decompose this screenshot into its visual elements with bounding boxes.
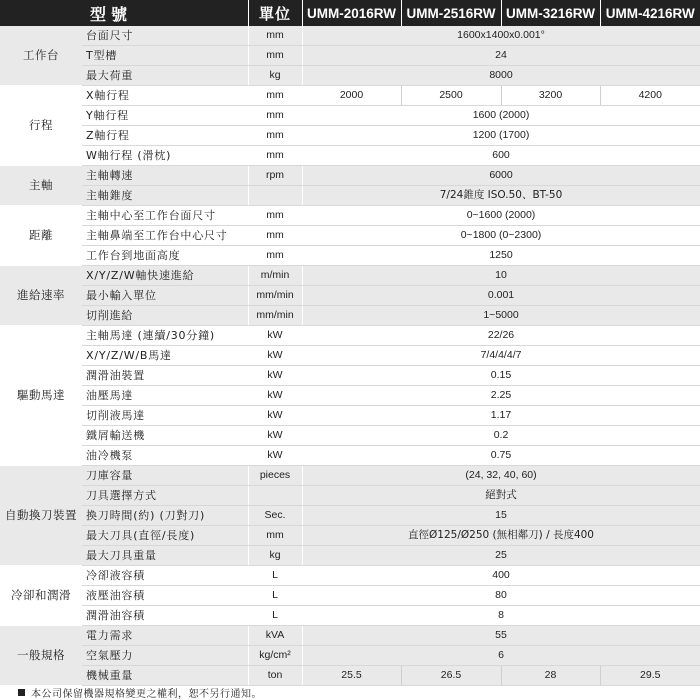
- item-label: X/Y/Z/W軸快速進給: [82, 266, 248, 286]
- unit-cell: mm: [248, 26, 302, 46]
- unit-cell: kg: [248, 546, 302, 566]
- header-row: [0, 0, 700, 26]
- unit-cell: L: [248, 586, 302, 606]
- spec-row: [0, 66, 700, 86]
- item-label: W軸行程 (滑枕): [82, 146, 248, 166]
- item-label: Z軸行程: [82, 126, 248, 146]
- item-label: 鐵屑輸送機: [82, 426, 248, 446]
- value-cell: (24, 32, 40, 60): [302, 466, 700, 486]
- value-cell: 8000: [302, 66, 700, 86]
- unit-cell: kW: [248, 326, 302, 346]
- item-label: 電力需求: [82, 626, 248, 646]
- value-cell: 15: [302, 506, 700, 526]
- spec-body: [0, 26, 700, 686]
- value-cell: 0.001: [302, 286, 700, 306]
- unit-cell: mm: [248, 246, 302, 266]
- unit-cell: mm: [248, 86, 302, 106]
- model-column-header: UMM-2016RW: [302, 0, 401, 26]
- model-value-cell: 3200: [501, 86, 600, 106]
- unit-header: 單位: [248, 0, 302, 26]
- value-cell: 0.2: [302, 426, 700, 446]
- category-label: 工作台: [0, 26, 82, 86]
- category-label: 行程: [0, 86, 82, 166]
- spec-row: [0, 406, 700, 426]
- unit-cell: kW: [248, 386, 302, 406]
- spec-row: [0, 466, 700, 486]
- value-cell: 8: [302, 606, 700, 626]
- value-cell: 0~1800 (0~2300): [302, 226, 700, 246]
- value-cell: 7/24錐度 ISO.50、BT-50: [302, 186, 700, 206]
- unit-cell: rpm: [248, 166, 302, 186]
- item-label: 切削液馬達: [82, 406, 248, 426]
- spec-row: [0, 646, 700, 666]
- value-cell: 400: [302, 566, 700, 586]
- model-value-cell: 25.5: [302, 666, 401, 686]
- spec-row: [0, 346, 700, 366]
- model-column-header: UMM-4216RW: [600, 0, 700, 26]
- model-header: 型號: [0, 0, 248, 26]
- value-cell: 22/26: [302, 326, 700, 346]
- unit-cell: kg/cm²: [248, 646, 302, 666]
- unit-cell: ton: [248, 666, 302, 686]
- spec-row: [0, 26, 700, 46]
- item-label: 主軸馬達 (連續/30分鐘): [82, 326, 248, 346]
- footnote-text: 本公司保留機器規格變更之權利，恕不另行通知。: [31, 689, 262, 700]
- spec-row: [0, 386, 700, 406]
- item-label: 換刀時間(約) (刀對刀): [82, 506, 248, 526]
- item-label: 機械重量: [82, 666, 248, 686]
- value-cell: 80: [302, 586, 700, 606]
- value-cell: 7/4/4/4/7: [302, 346, 700, 366]
- unit-cell: kW: [248, 366, 302, 386]
- item-label: 冷卻液容積: [82, 566, 248, 586]
- item-label: 主軸中心至工作台面尺寸: [82, 206, 248, 226]
- item-label: 油冷機泵: [82, 446, 248, 466]
- item-label: X軸行程: [82, 86, 248, 106]
- item-label: 主軸錐度: [82, 186, 248, 206]
- spec-row: [0, 106, 700, 126]
- unit-cell: m/min: [248, 266, 302, 286]
- value-cell: 6: [302, 646, 700, 666]
- spec-row: [0, 506, 700, 526]
- unit-cell: [248, 186, 302, 206]
- spec-row: [0, 586, 700, 606]
- value-cell: 55: [302, 626, 700, 646]
- item-label: X/Y/Z/W/B馬達: [82, 346, 248, 366]
- value-cell: 10: [302, 266, 700, 286]
- item-label: 切削進給: [82, 306, 248, 326]
- unit-cell: kW: [248, 346, 302, 366]
- value-cell: 0.75: [302, 446, 700, 466]
- model-value-cell: 2000: [302, 86, 401, 106]
- unit-cell: mm: [248, 106, 302, 126]
- model-column-header: UMM-3216RW: [501, 0, 600, 26]
- category-label: 自動換刀裝置: [0, 466, 82, 566]
- value-cell: 1600 (2000): [302, 106, 700, 126]
- spec-row: [0, 146, 700, 166]
- value-cell: 絕對式: [302, 486, 700, 506]
- footnote: [18, 685, 262, 700]
- spec-row: [0, 186, 700, 206]
- spec-row: [0, 126, 700, 146]
- value-cell: 0.15: [302, 366, 700, 386]
- value-cell: 25: [302, 546, 700, 566]
- value-cell: 24: [302, 46, 700, 66]
- spec-row: [0, 446, 700, 466]
- item-label: 液壓油容積: [82, 586, 248, 606]
- spec-row: [0, 46, 700, 66]
- spec-row: [0, 326, 700, 346]
- category-label: 驅動馬達: [0, 326, 82, 466]
- spec-row: [0, 286, 700, 306]
- item-label: T型槽: [82, 46, 248, 66]
- item-label: 主軸鼻端至工作台中心尺寸: [82, 226, 248, 246]
- unit-cell: mm: [248, 526, 302, 546]
- item-label: 潤滑油裝置: [82, 366, 248, 386]
- unit-cell: mm: [248, 46, 302, 66]
- unit-cell: mm: [248, 226, 302, 246]
- value-cell: 1~5000: [302, 306, 700, 326]
- spec-row: [0, 486, 700, 506]
- value-cell: 1600x1400x0.001°: [302, 26, 700, 46]
- model-value-cell: 2500: [401, 86, 501, 106]
- category-label: 一般規格: [0, 626, 82, 686]
- unit-cell: kg: [248, 66, 302, 86]
- model-value-cell: 26.5: [401, 666, 501, 686]
- spec-row: [0, 226, 700, 246]
- unit-cell: L: [248, 606, 302, 626]
- unit-cell: pieces: [248, 466, 302, 486]
- value-cell: 1250: [302, 246, 700, 266]
- unit-cell: Sec.: [248, 506, 302, 526]
- model-value-cell: 4200: [600, 86, 700, 106]
- spec-row: [0, 426, 700, 446]
- spec-row: [0, 366, 700, 386]
- category-label: 主軸: [0, 166, 82, 206]
- unit-cell: L: [248, 566, 302, 586]
- unit-cell: mm: [248, 146, 302, 166]
- item-label: 主軸轉速: [82, 166, 248, 186]
- item-label: 工作台到地面高度: [82, 246, 248, 266]
- spec-row: [0, 626, 700, 646]
- category-label: 距離: [0, 206, 82, 266]
- unit-cell: kW: [248, 426, 302, 446]
- item-label: 油壓馬達: [82, 386, 248, 406]
- value-cell: 1200 (1700): [302, 126, 700, 146]
- item-label: 刀具選擇方式: [82, 486, 248, 506]
- unit-cell: kW: [248, 446, 302, 466]
- unit-cell: mm/min: [248, 306, 302, 326]
- item-label: 空氣壓力: [82, 646, 248, 666]
- value-cell: 2.25: [302, 386, 700, 406]
- unit-cell: kW: [248, 406, 302, 426]
- value-cell: 1.17: [302, 406, 700, 426]
- value-cell: 0~1600 (2000): [302, 206, 700, 226]
- value-cell: 600: [302, 146, 700, 166]
- spec-row: [0, 666, 700, 686]
- unit-cell: [248, 486, 302, 506]
- item-label: 刀庫容量: [82, 466, 248, 486]
- value-cell: 直徑Ø125/Ø250 (無相鄰刀) / 長度400: [302, 526, 700, 546]
- item-label: 最大荷重: [82, 66, 248, 86]
- spec-row: [0, 266, 700, 286]
- spec-row: [0, 526, 700, 546]
- spec-row: [0, 606, 700, 626]
- item-label: Y軸行程: [82, 106, 248, 126]
- unit-cell: kVA: [248, 626, 302, 646]
- square-bullet-icon: [18, 689, 25, 696]
- item-label: 潤滑油容積: [82, 606, 248, 626]
- category-label: 冷卻和潤滑: [0, 566, 82, 626]
- item-label: 最小輸入單位: [82, 286, 248, 306]
- category-label: 進給速率: [0, 266, 82, 326]
- unit-cell: mm: [248, 206, 302, 226]
- value-cell: 6000: [302, 166, 700, 186]
- spec-row: [0, 546, 700, 566]
- item-label: 最大刀具重量: [82, 546, 248, 566]
- unit-cell: mm: [248, 126, 302, 146]
- item-label: 台面尺寸: [82, 26, 248, 46]
- spec-row: [0, 86, 700, 106]
- item-label: 最大刀具(直徑/長度): [82, 526, 248, 546]
- unit-cell: mm/min: [248, 286, 302, 306]
- model-value-cell: 28: [501, 666, 600, 686]
- spec-row: [0, 566, 700, 586]
- spec-row: [0, 206, 700, 226]
- model-value-cell: 29.5: [600, 666, 700, 686]
- spec-row: [0, 166, 700, 186]
- spec-row: [0, 306, 700, 326]
- model-column-header: UMM-2516RW: [401, 0, 501, 26]
- spec-row: [0, 246, 700, 266]
